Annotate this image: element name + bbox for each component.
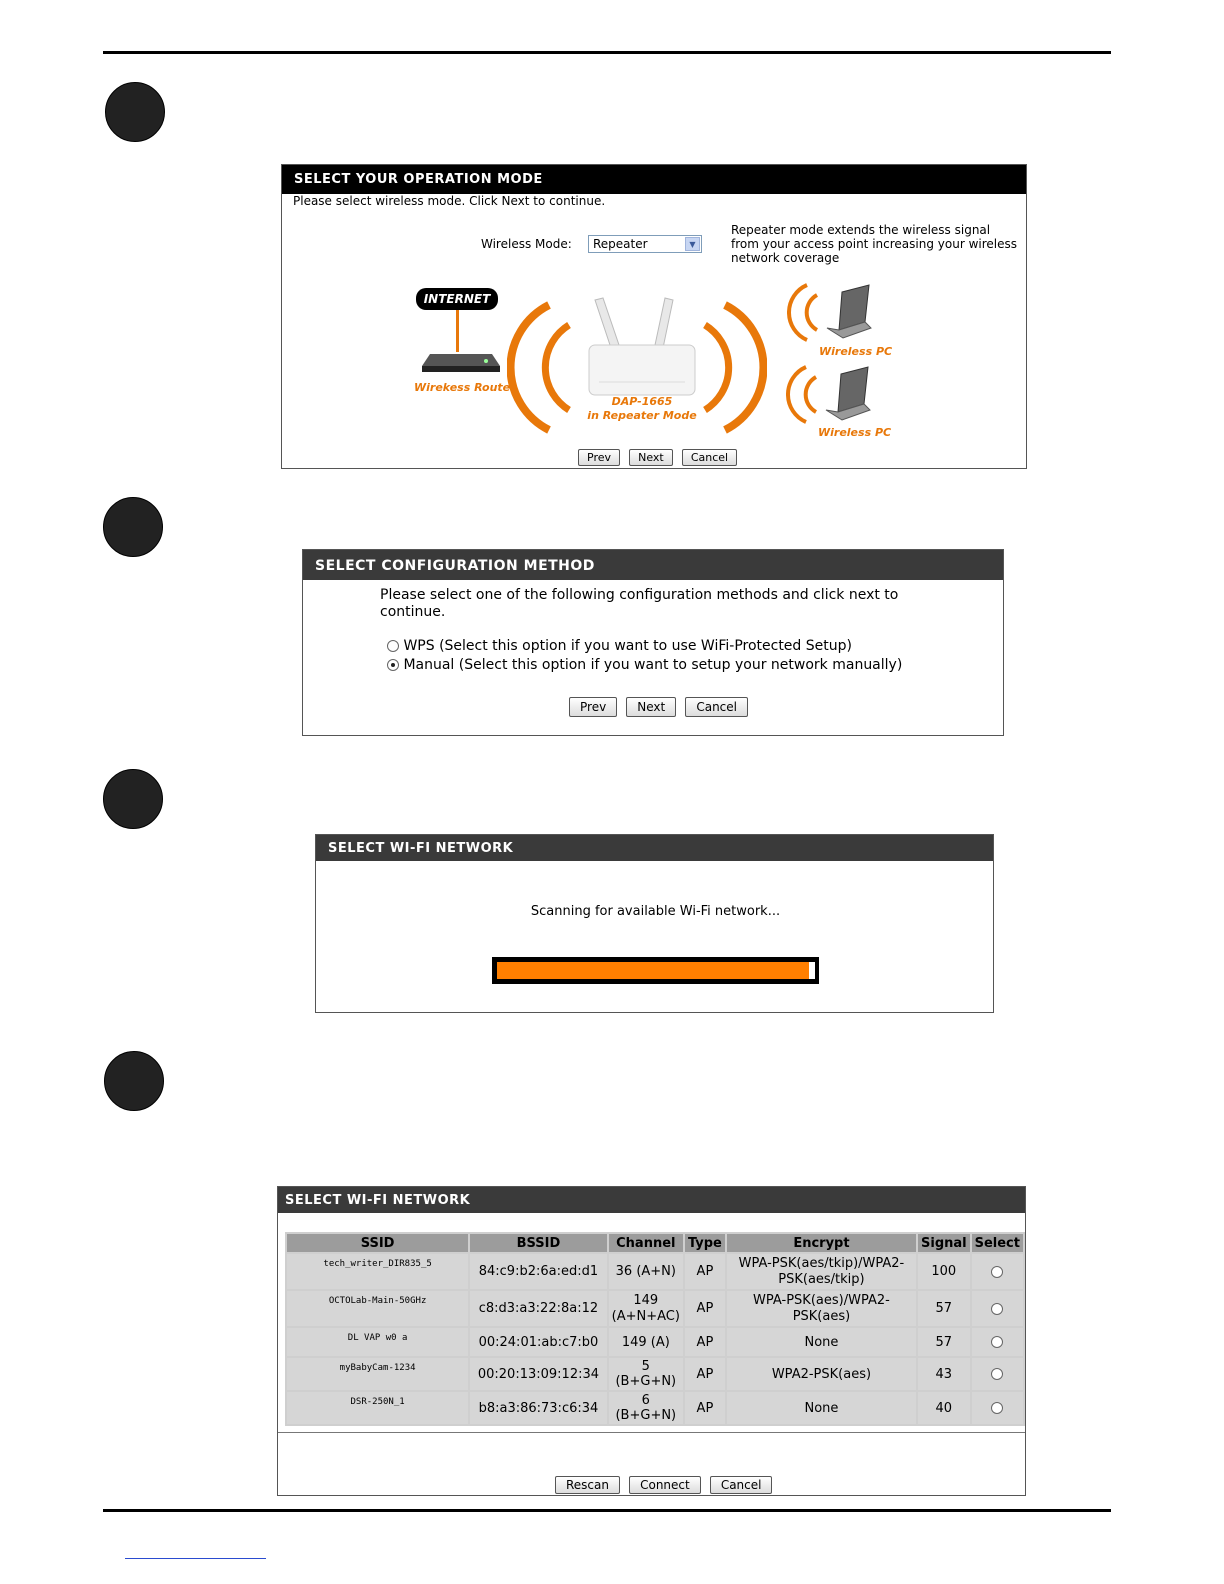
progress-track — [497, 962, 815, 979]
connect-button[interactable]: Connect — [629, 1476, 701, 1494]
type-cell: AP — [685, 1291, 725, 1326]
column-header-encrypt: Encrypt — [727, 1234, 916, 1252]
column-header-type: Type — [685, 1234, 725, 1252]
router-icon — [422, 350, 500, 372]
top-rule — [103, 51, 1111, 54]
bottom-rule — [103, 1509, 1111, 1512]
wireless-mode-label: Wireless Mode: — [481, 237, 572, 251]
device-label — [582, 395, 702, 423]
network-table — [285, 1232, 1025, 1426]
column-header-signal: Signal — [918, 1234, 970, 1252]
router-label: Wirekess Router — [414, 381, 516, 394]
table-row — [287, 1358, 1023, 1390]
table-row — [287, 1392, 1023, 1424]
wireless-mode-value: Repeater — [593, 237, 648, 251]
select-cell — [972, 1392, 1023, 1424]
column-header-channel: Channel — [609, 1234, 683, 1252]
bssid-cell: 00:24:01:ab:c7:b0 — [470, 1328, 606, 1356]
cancel-button[interactable]: Cancel — [682, 449, 737, 466]
step-marker-4 — [104, 1051, 164, 1111]
cancel-button[interactable]: Cancel — [710, 1476, 773, 1494]
type-cell: AP — [685, 1358, 725, 1390]
laptop-icon — [787, 280, 877, 345]
ssid-cell: tech_writer_DIR835_5 — [287, 1254, 468, 1289]
scan-progress-bar — [492, 957, 819, 984]
network-select-radio[interactable] — [991, 1402, 1003, 1414]
channel-cell: 6 (B+G+N) — [609, 1392, 683, 1424]
select-cell — [972, 1358, 1023, 1390]
wps-option-label: WPS (Select this option if you want to use WiFi-Protected Setup) — [403, 638, 852, 654]
select-cell — [972, 1291, 1023, 1326]
panel-title: SELECT WI-FI NETWORK — [278, 1187, 1025, 1213]
progress-fill — [497, 962, 809, 979]
device-mode: in Repeater Mode — [587, 409, 697, 422]
mode-description-line: network coverage — [731, 251, 840, 265]
table-header-row — [287, 1234, 1023, 1252]
panel-title: SELECT CONFIGURATION METHOD — [303, 550, 1003, 580]
ssid-cell: DSR-250N_1 — [287, 1392, 468, 1424]
laptop-icon — [786, 362, 876, 427]
step-marker-1 — [105, 82, 165, 142]
step-marker-3 — [103, 769, 163, 829]
instructions: Please select wireless mode. Click Next to continue. — [293, 194, 606, 208]
table-row — [287, 1254, 1023, 1289]
network-select-radio[interactable] — [991, 1266, 1003, 1278]
panel-title: SELECT WI-FI NETWORK — [316, 835, 993, 861]
type-cell: AP — [685, 1254, 725, 1289]
connection-line — [456, 310, 459, 352]
instructions-line: continue. — [380, 604, 446, 620]
option-manual[interactable] — [387, 657, 902, 673]
column-header-select: Select — [972, 1234, 1023, 1252]
type-cell: AP — [685, 1328, 725, 1356]
channel-cell: 149 (A) — [609, 1328, 683, 1356]
wifi-scan-panel — [315, 834, 994, 1013]
network-select-radio[interactable] — [991, 1368, 1003, 1380]
channel-cell: 36 (A+N) — [609, 1254, 683, 1289]
encrypt-cell: None — [727, 1392, 916, 1424]
column-header-bssid: BSSID — [470, 1234, 606, 1252]
chevron-down-icon[interactable]: ▼ — [685, 237, 700, 251]
footer-link-line — [125, 1558, 266, 1559]
bssid-cell: c8:d3:a3:22:8a:12 — [470, 1291, 606, 1326]
bssid-cell: 84:c9:b2:6a:ed:d1 — [470, 1254, 606, 1289]
panel-title: SELECT YOUR OPERATION MODE — [282, 165, 1026, 194]
bssid-cell: 00:20:13:09:12:34 — [470, 1358, 606, 1390]
ssid-cell: myBabyCam-1234 — [287, 1358, 468, 1390]
ssid-cell: OCTOLab-Main-50GHz — [287, 1291, 468, 1326]
table-row — [287, 1291, 1023, 1326]
mode-description — [731, 223, 1017, 265]
encrypt-cell: WPA2-PSK(aes) — [727, 1358, 916, 1390]
ssid-cell: DL VAP w0 a — [287, 1328, 468, 1356]
button-row — [553, 1474, 774, 1494]
bssid-cell: b8:a3:86:73:c6:34 — [470, 1392, 606, 1424]
signal-cell: 100 — [918, 1254, 970, 1289]
encrypt-cell: WPA-PSK(aes/tkip)/WPA2-PSK(aes/tkip) — [727, 1254, 916, 1289]
network-table-wrap — [285, 1232, 1025, 1426]
device-model: DAP-1665 — [611, 395, 673, 408]
wireless-mode-select[interactable] — [588, 235, 702, 253]
next-button[interactable]: Next — [629, 449, 673, 466]
wifi-network-list-panel — [277, 1186, 1026, 1496]
prev-button[interactable]: Prev — [578, 449, 620, 466]
prev-button[interactable]: Prev — [569, 697, 617, 717]
network-select-radio[interactable] — [991, 1303, 1003, 1315]
network-select-radio[interactable] — [991, 1336, 1003, 1348]
configuration-method-panel — [302, 549, 1004, 736]
cancel-button[interactable]: Cancel — [685, 697, 748, 717]
manual-radio[interactable] — [387, 659, 399, 671]
manual-option-label: Manual (Select this option if you want to setup your network manually) — [403, 657, 903, 673]
channel-cell: 149 (A+N+AC) — [609, 1291, 683, 1326]
mode-description-line: from your access point increasing your wireless — [731, 237, 1017, 251]
step-marker-2 — [103, 497, 163, 557]
rescan-button[interactable]: Rescan — [555, 1476, 620, 1494]
select-cell — [972, 1254, 1023, 1289]
mode-description-line: Repeater mode extends the wireless signal — [731, 223, 991, 237]
signal-cell: 57 — [918, 1291, 970, 1326]
signal-cell: 40 — [918, 1392, 970, 1424]
scanning-text: Scanning for available Wi-Fi network... — [530, 904, 781, 919]
option-wps[interactable] — [387, 638, 852, 654]
internet-badge: INTERNET — [416, 288, 498, 310]
button-row — [567, 696, 750, 717]
wireless-pc-label: Wireless PC — [819, 345, 893, 358]
instructions-line: Please select one of the following configuration methods and click next to — [380, 587, 899, 603]
wps-radio[interactable] — [387, 640, 399, 652]
encrypt-cell: WPA-PSK(aes)/WPA2-PSK(aes) — [727, 1291, 916, 1326]
next-button[interactable]: Next — [626, 697, 676, 717]
wireless-pc-label: Wireless PC — [818, 426, 892, 439]
channel-cell: 5 (B+G+N) — [609, 1358, 683, 1390]
select-cell — [972, 1328, 1023, 1356]
column-header-ssid: SSID — [287, 1234, 468, 1252]
type-cell: AP — [685, 1392, 725, 1424]
signal-cell: 43 — [918, 1358, 970, 1390]
table-row — [287, 1328, 1023, 1356]
operation-mode-panel — [281, 164, 1027, 469]
encrypt-cell: None — [727, 1328, 916, 1356]
instructions — [380, 587, 898, 621]
button-row — [576, 446, 739, 466]
signal-cell: 57 — [918, 1328, 970, 1356]
table-divider — [278, 1432, 1025, 1433]
